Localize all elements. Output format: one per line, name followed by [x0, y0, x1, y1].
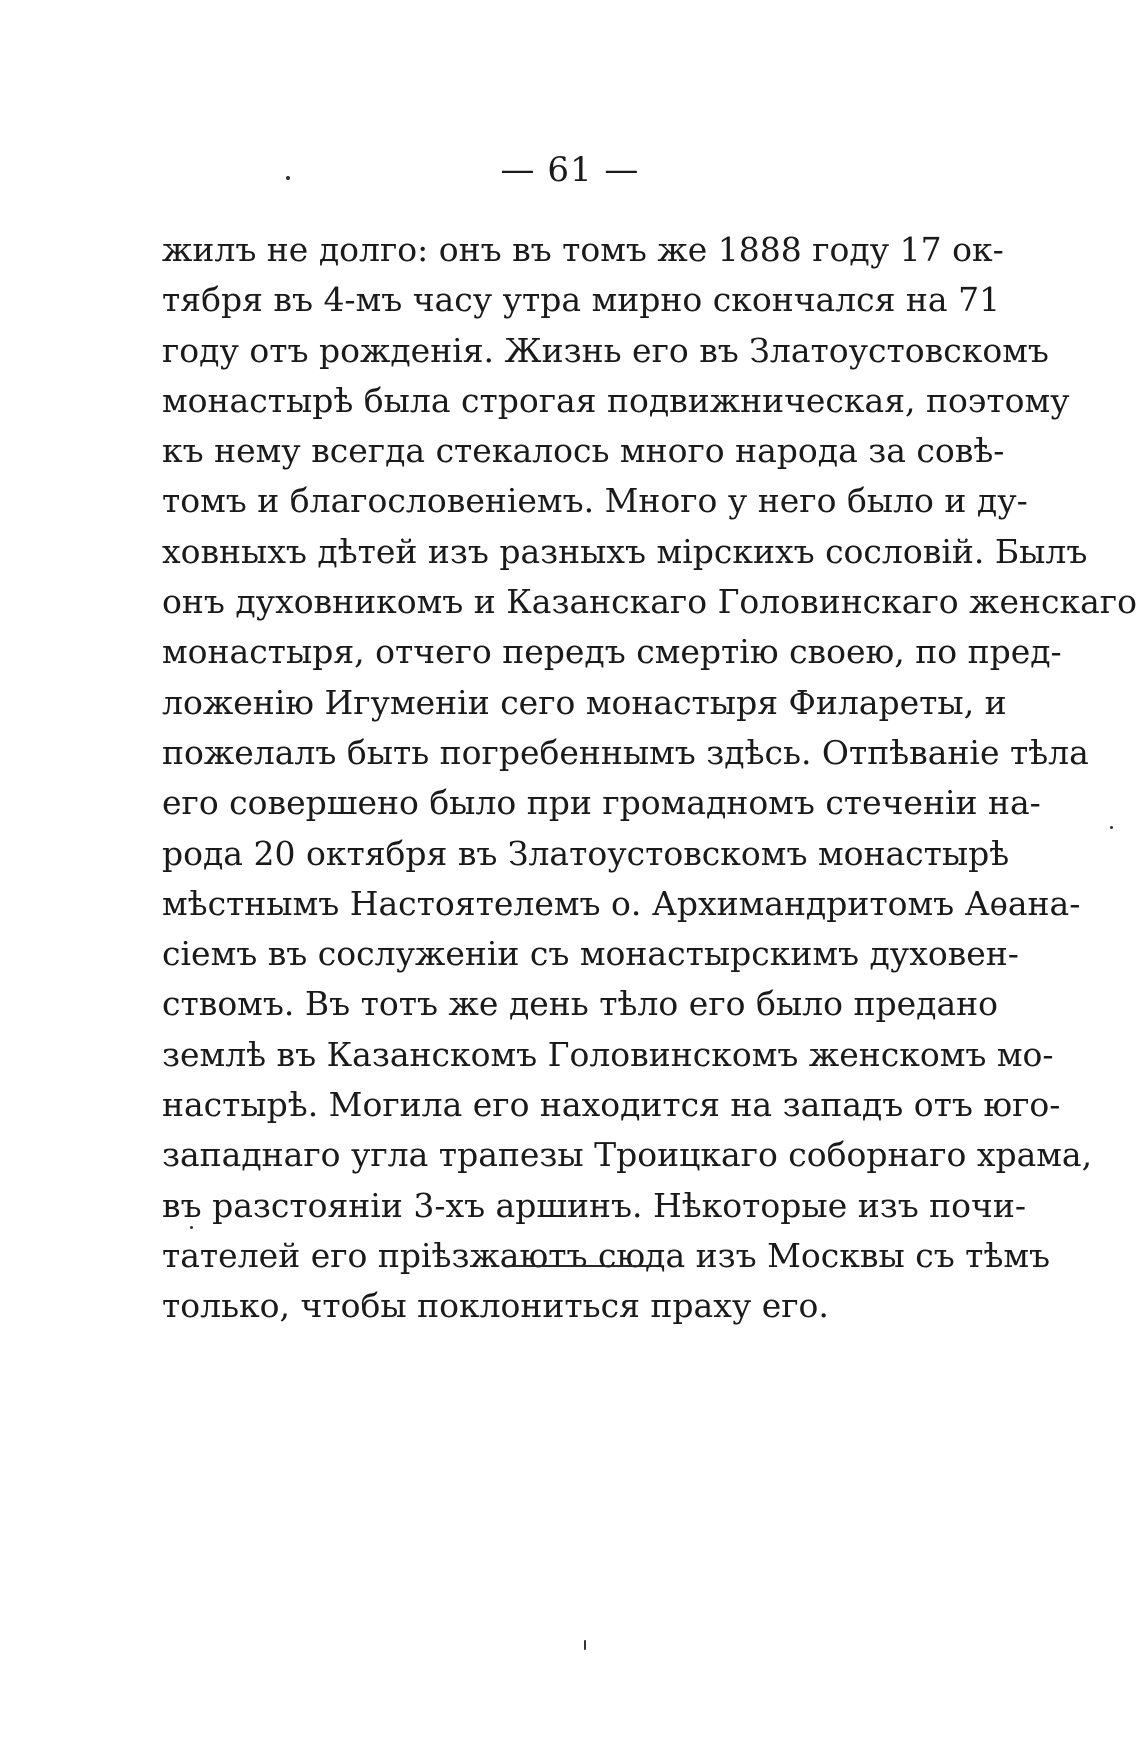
print-speck — [584, 1640, 586, 1650]
text-line: его совершено было при громадномъ стеченіи на- — [162, 783, 1041, 823]
text-line: тателей его пріѣзжаютъ сюда изъ Москвы съ тѣмъ — [162, 1235, 1051, 1275]
text-line: настырѣ. Могила его находится на западъ отъ юго- — [162, 1085, 1061, 1125]
print-speck — [1110, 826, 1113, 829]
text-line: пожелалъ быть погребеннымъ здѣсь. Отпѣваніе тѣла — [162, 732, 1089, 772]
text-line: монастыря, отчего передъ смертію своею, по пред- — [162, 632, 1062, 672]
text-line: сіемъ въ сослуженіи съ монастырскимъ духовен- — [162, 934, 1019, 974]
print-speck — [190, 1226, 193, 1229]
text-line: онъ духовникомъ и Казанскаго Головинскаго женскаго — [162, 582, 1137, 622]
page-number: — 61 — — [500, 150, 640, 190]
text-line: только, чтобы поклониться праху его. — [162, 1286, 829, 1326]
text-line: ховныхъ дѣтей изъ разныхъ мірскихъ сословій. Былъ — [162, 531, 1088, 571]
text-line: въ разстояніи 3-хъ аршинъ. Нѣкоторые изъ почи- — [162, 1185, 1027, 1225]
text-line: тября въ 4-мъ часу утра мирно скончался на 71 — [162, 280, 1001, 320]
text-line: землѣ въ Казанскомъ Головинскомъ женскомъ мо- — [162, 1034, 1054, 1074]
text-line: ложенію Игуменіи сего монастыря Филареты, и — [162, 682, 1007, 722]
text-line: мѣстнымъ Настоятелемъ о. Архимандритомъ Аѳана- — [162, 883, 1081, 923]
end-rule — [506, 1265, 656, 1267]
text-line: монастырѣ была строгая подвижническая, поэтому — [162, 380, 1070, 420]
text-line: западнаго угла трапезы Троицкаго соборнаго храма, — [162, 1135, 1093, 1175]
text-line: къ нему всегда стекалось много народа за совѣ- — [162, 431, 1005, 471]
print-speck — [286, 176, 290, 180]
text-line: рода 20 октября въ Златоустовскомъ монастырѣ — [162, 833, 1010, 873]
text-line: ствомъ. Въ тотъ же день тѣло его было предано — [162, 984, 998, 1024]
text-line: жилъ не долго: онъ въ томъ же 1888 году 17 ок- — [162, 230, 1004, 269]
body-text — [162, 225, 1137, 1332]
text-line: году отъ рожденія. Жизнь его въ Златоустовскомъ — [162, 330, 1049, 370]
text-line: томъ и благословеніемъ. Много у него было и ду- — [162, 481, 1028, 521]
